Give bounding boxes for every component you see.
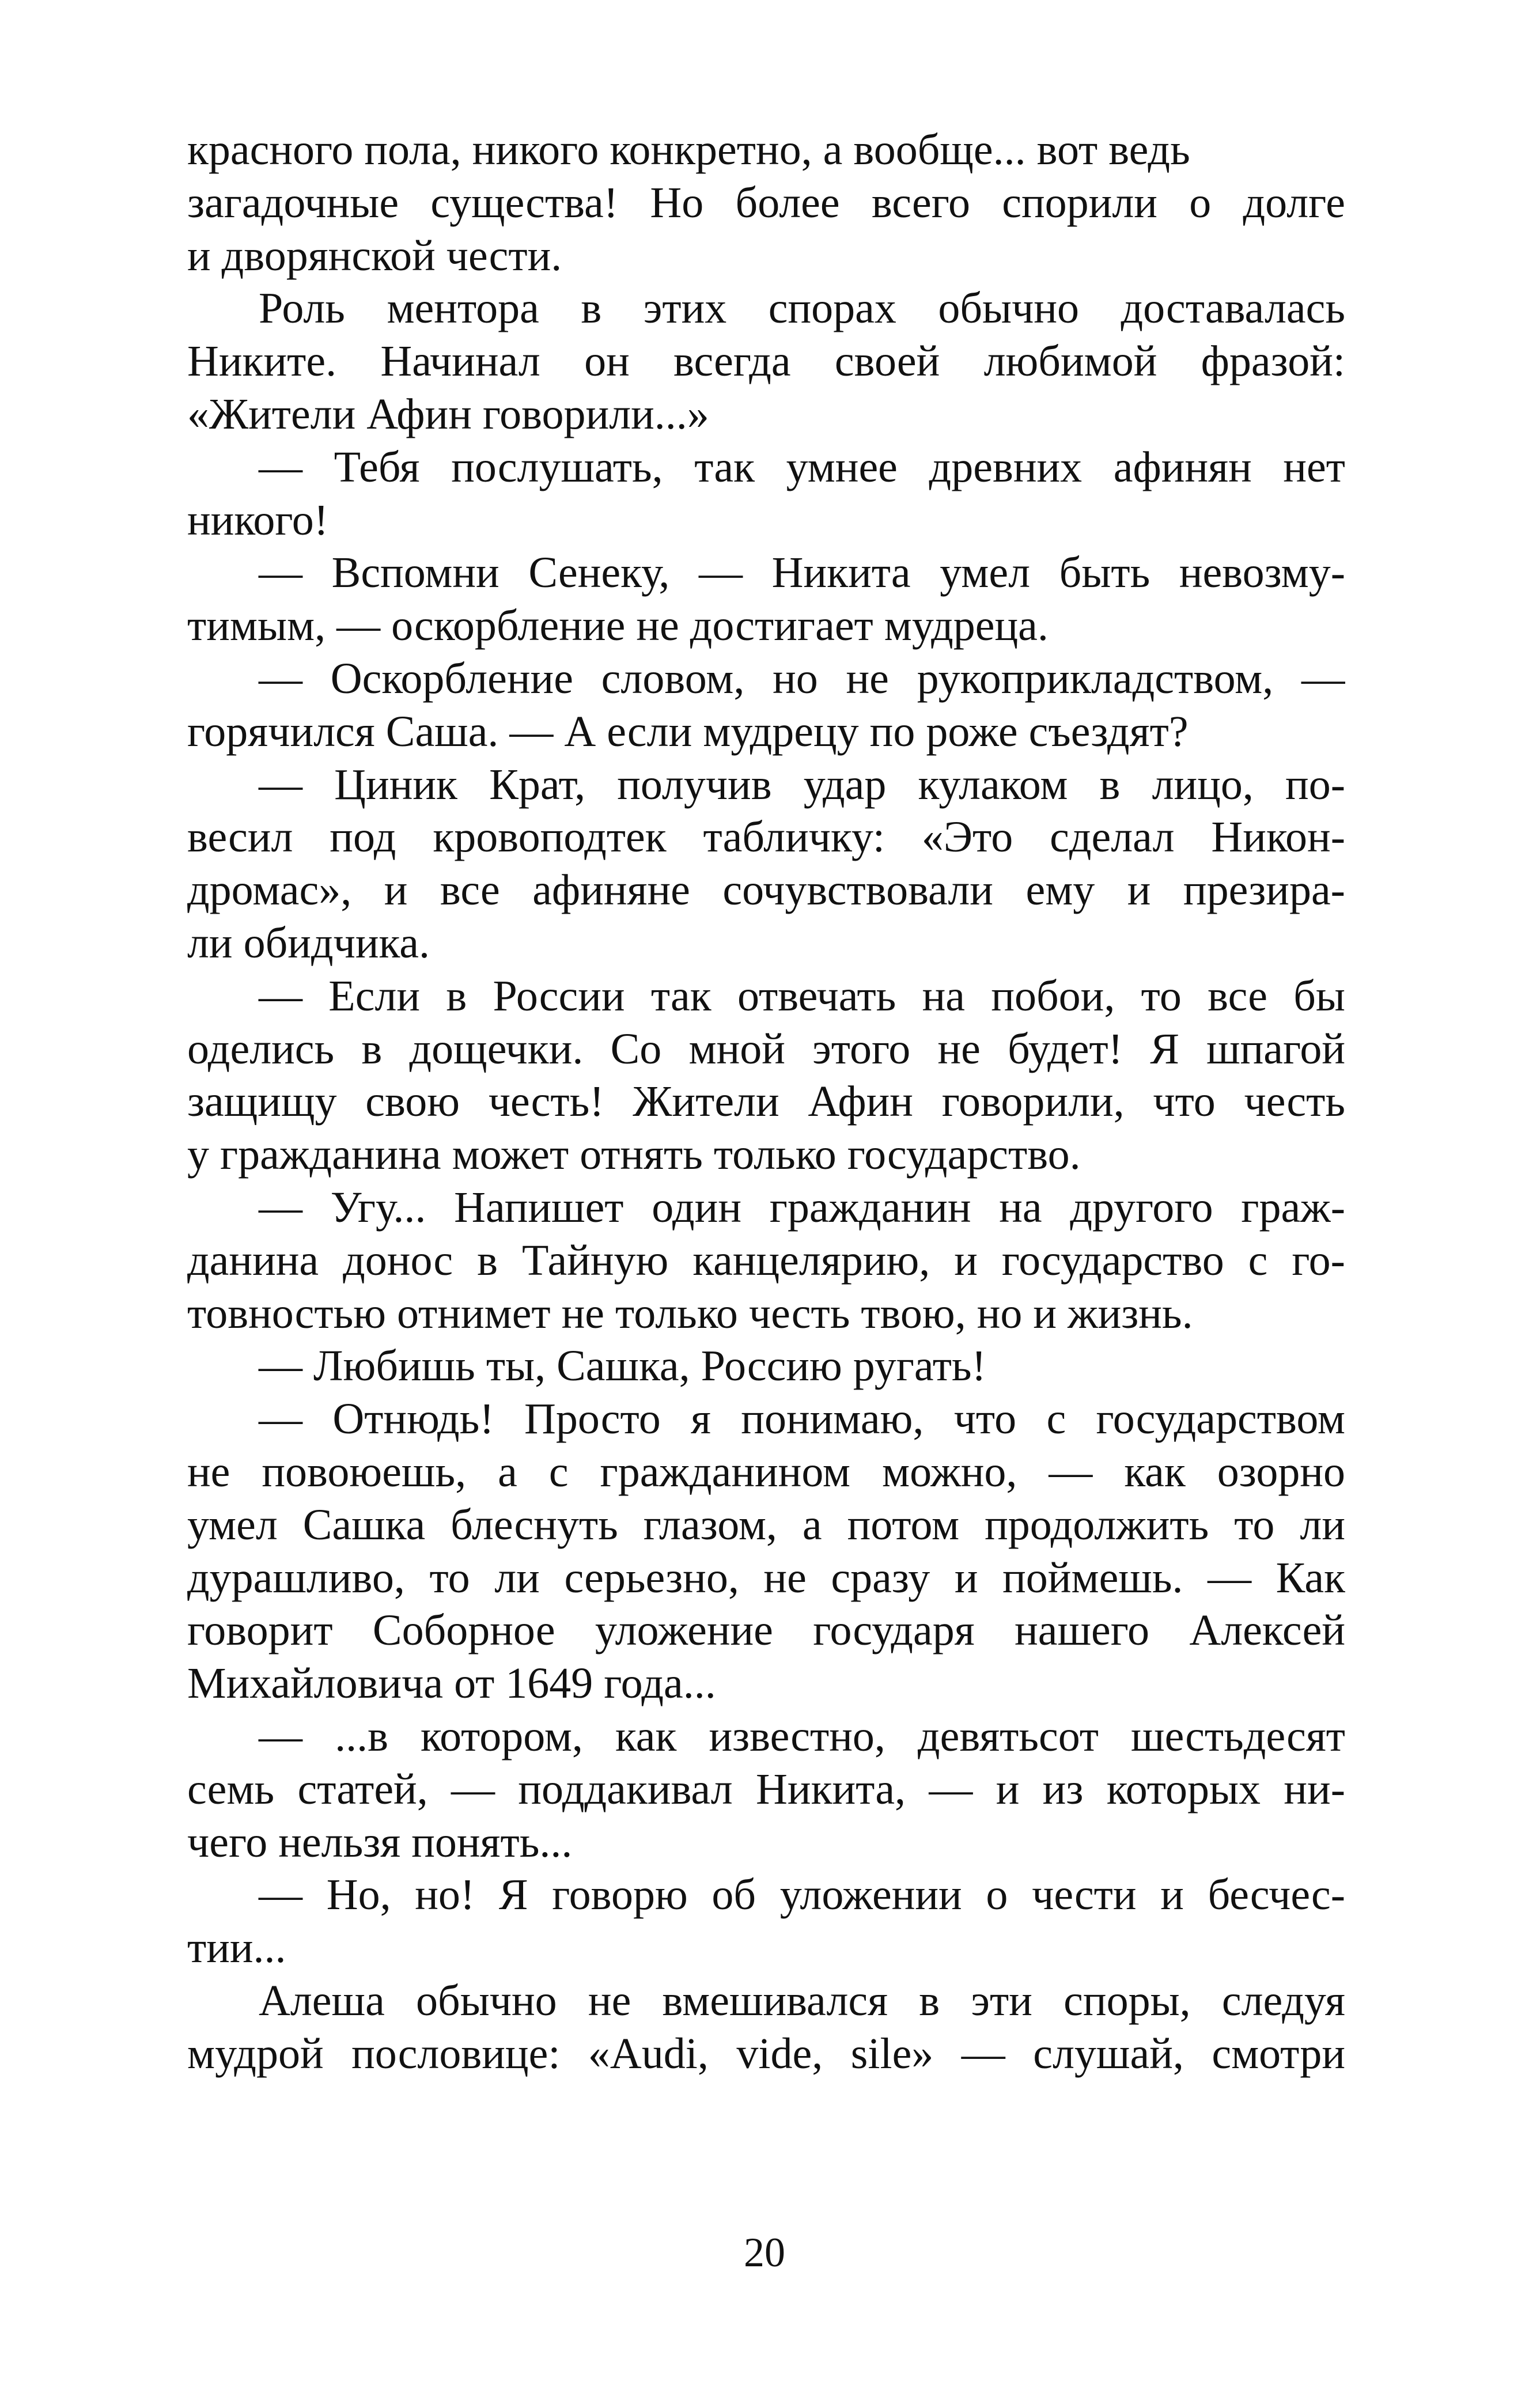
text-line-13: — Циник Крат, получив удар кулаком в лицо, по- [259, 760, 1345, 809]
text-line-1: красного пола, никого конкретно, а вообще... вот ведь [187, 126, 1190, 174]
text-line-3: и дворянской чести. [187, 231, 562, 280]
text-line-27: умел Сашка блеснуть глазом, а потом продолжить то ли [187, 1500, 1345, 1549]
text-line-10: тимым, — оскорбление не достигает мудреца. [187, 601, 1049, 650]
text-line-30: Михайловича от 1649 года... [187, 1659, 716, 1708]
text-line-33: чего нельзя понять... [187, 1818, 573, 1866]
text-line-4: Роль ментора в этих спорах обычно доставалась [259, 284, 1345, 333]
text-line-32: семь статей, — поддакивал Никита, — и из которых ни- [187, 1765, 1345, 1813]
text-line-7: — Тебя послушать, так умнее древних афинян нет [259, 442, 1345, 491]
text-line-31: — ...в котором, как известно, девятьсот шестьдесят [259, 1712, 1345, 1760]
text-line-28: дурашливо, то ли серьезно, не сразу и поймешь. — Как [187, 1553, 1345, 1602]
text-line-9: — Вспомни Сенеку, — Никита умел быть невозму- [259, 548, 1345, 597]
text-line-8: никого! [187, 495, 328, 544]
text-line-18: оделись в дощечки. Со мной этого не будет! Я шпагой [187, 1024, 1345, 1073]
text-line-11: — Оскорбление словом, но не рукоприкладством, — [259, 654, 1345, 703]
text-line-15: дромас», и все афиняне сочувствовали ему и презира- [187, 866, 1345, 915]
text-line-19: защищу свою честь! Жители Афин говорили, что честь [187, 1077, 1345, 1126]
text-line-26: не повоюешь, а с гражданином можно, — как озорно [187, 1447, 1345, 1496]
text-line-17: — Если в России так отвечать на побои, то все бы [259, 971, 1345, 1020]
text-line-5: Никите. Начинал он всегда своей любимой фразой: [187, 337, 1345, 386]
text-line-6: «Жители Афин говорили...» [187, 389, 709, 438]
text-line-23: товностью отнимет не только честь твою, но и жизнь. [187, 1289, 1193, 1338]
text-line-37: мудрой пословице: «Audi, vide, sile» — слушай, смотри [187, 2029, 1345, 2078]
text-line-34: — Но, но! Я говорю об уложении о чести и бесчес- [259, 1871, 1345, 1919]
body-text [187, 124, 1345, 2080]
text-line-16: ли обидчика. [187, 918, 430, 967]
text-line-29: говорит Соборное уложение государя нашего Алексей [187, 1606, 1345, 1655]
text-line-24: — Любишь ты, Сашка, Россию ругать! [259, 1342, 986, 1391]
text-line-21: — Угу... Напишет один гражданин на другого граж- [259, 1183, 1345, 1232]
text-line-20: у гражданина может отнять только государство. [187, 1130, 1081, 1179]
text-line-2: загадочные существа! Но более всего спорили о долге [187, 178, 1345, 227]
text-line-35: тии... [187, 1924, 286, 1972]
text-line-22: данина донос в Тайную канцелярию, и государство с го- [187, 1236, 1345, 1285]
text-line-14: весил под кровоподтек табличку: «Это сделал Никон- [187, 813, 1345, 862]
text-line-12: горячился Саша. — А если мудрецу по роже съездят? [187, 707, 1189, 756]
text-line-36: Алеша обычно не вмешивался в эти споры, следуя [259, 1976, 1345, 2025]
text-line-25: — Отнюдь! Просто я понимаю, что с государством [259, 1395, 1345, 1444]
page-number: 20 [744, 2229, 785, 2276]
